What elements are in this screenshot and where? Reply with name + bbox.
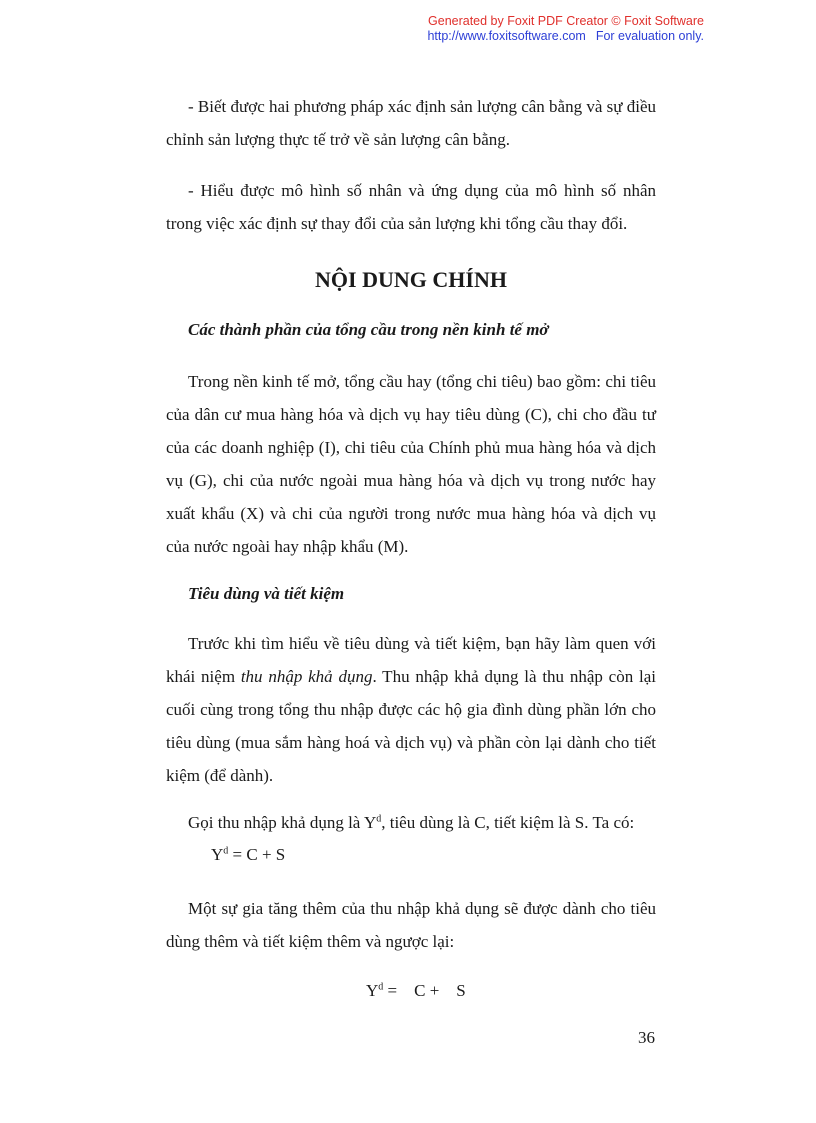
watermark-url[interactable]: http://www.foxitsoftware.com [427,29,586,43]
superscript-d: d [378,981,384,993]
intro-item-1: - Biết được hai phương pháp xác định sản lượng cân bằng và sự điều chỉnh sản lượng thực tế trở về sản lượng cân bằng. [166,97,656,149]
section-heading-aggregate-demand: Các thành phần của tổng cầu trong nền kinh tế mở [188,320,549,339]
equation-disposable-income [166,844,656,866]
watermark-generator-text: Generated by Foxit PDF Creator © Foxit Software [428,14,704,28]
superscript-d: d [223,845,229,857]
section-body-disposable-income [166,627,656,792]
equation-rhs: = C + S [228,845,286,864]
main-title: NỘI DUNG CHÍNH [315,267,507,292]
watermark-link-line [427,29,704,44]
intro-item-2: - Hiểu được mô hình số nhân và ứng dụng của mô hình số nhân trong việc xác định sự thay đổi của sản lượng khi tổng cầu thay đổi. [166,181,656,233]
watermark-eval-text: For evaluation only. [595,29,704,43]
definition-line [166,810,656,836]
body-text: Trước khi tìm hiểu về tiêu dùng và tiết kiệm, bạn hãy làm quen với khái niệm [166,634,656,686]
superscript-d: d [376,813,382,825]
section-body-increase: Một sự gia tăng thêm của thu nhập khả dụng sẽ được dành cho tiêu dùng thêm và tiết kiệm thêm và ngược lại: [166,899,656,951]
equation-rhs: = C + S [383,981,466,1000]
section-body-aggregate-demand: Trong nền kinh tế mở, tổng cầu hay (tổng chi tiêu) bao gồm: chi tiêu của dân cư mua hàng hóa và dịch vụ hay tiêu dùng (C), chi cho đầu tư của các doanh nghiệp (I), chi tiêu của Chính phủ mua hàng hóa và dịch vụ (G), chi của nước ngoài mua hàng hóa và dịch vụ trong nước hay xuất khẩu (X) và chi của người trong nước mua hàng hóa và dịch vụ của nước ngoài hay nhập khẩu (M). [166,372,656,556]
definition-text: Gọi thu nhập khả dụng là Y [188,813,377,832]
body-text: . Thu nhập khả dụng là thu nhập còn lại cuối cùng trong tổng thu nhập được các hộ gia đình dùng phần lớn cho tiêu dùng (mua sắm hàng hoá và dịch vụ) và phần còn lại dành cho tiết kiệm (để dành). [166,667,656,785]
equation-symbol: Y [366,981,379,1000]
term-disposable-income: thu nhập khả dụng [240,667,373,686]
page-number: 36 [638,1028,655,1047]
definition-text: , tiêu dùng là C, tiết kiệm là S. Ta có: [381,813,635,832]
document-page [166,90,656,1002]
foxit-watermark [427,14,704,44]
equation-symbol: Y [211,845,224,864]
section-heading-consumption-saving: Tiêu dùng và tiết kiệm [188,584,345,603]
equation-delta [166,980,656,1002]
